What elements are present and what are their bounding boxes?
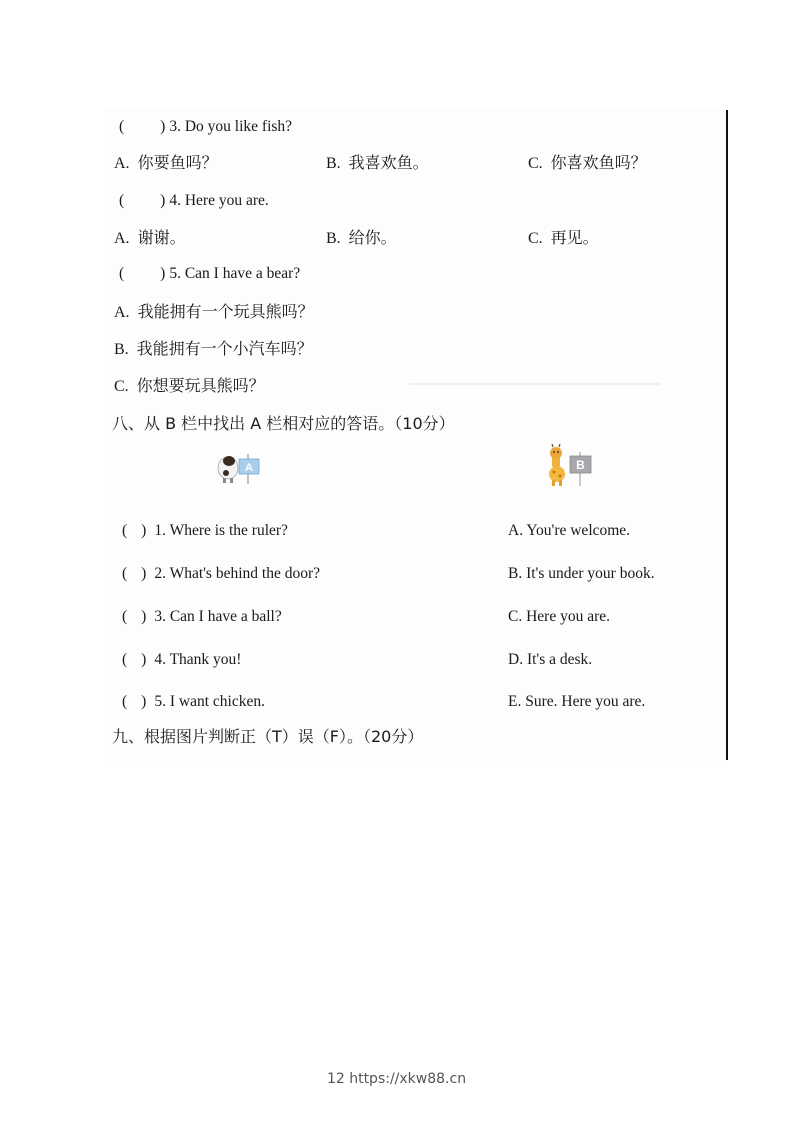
answer-blank-close: ) — [141, 693, 147, 710]
answer-blank-open[interactable]: ( — [119, 192, 125, 209]
question-number: 4. — [169, 192, 181, 209]
answer-blank-open[interactable]: ( — [122, 565, 128, 582]
svg-text:A: A — [245, 462, 253, 474]
section-9-title: 九、根据图片判断正（T）误（F）。（20分） — [112, 727, 424, 746]
question-3 — [119, 117, 292, 137]
q5-option-c: C. 你想要玩具熊吗？ — [114, 376, 265, 395]
answer-blank-open[interactable]: ( — [122, 522, 128, 539]
match-item-b-c: C. Here you are. — [508, 608, 611, 625]
answer-blank-close: ) — [141, 522, 147, 539]
question-number: 5. — [169, 265, 181, 282]
question-4 — [119, 191, 269, 211]
match-item-b-a: A. You're welcome. — [508, 522, 631, 539]
q5-option-b: B. 我能拥有一个小汽车吗？ — [114, 339, 313, 358]
match-item-a-2: ( ) 2. What's behind the door? — [122, 565, 321, 582]
svg-text:B: B — [576, 458, 585, 472]
answer-blank-close: ) — [160, 265, 166, 282]
answer-blank-close: ) — [160, 192, 166, 209]
answer-blank-open[interactable]: ( — [119, 118, 125, 135]
q3-option-b: B. 我喜欢鱼。 — [326, 153, 429, 172]
page-border-line — [726, 110, 728, 760]
q4-option-a: A. 谢谢。 — [114, 228, 186, 247]
question-5 — [119, 264, 300, 284]
page-footer: 12 https://xkw88.cn — [326, 1071, 467, 1087]
q4-option-b: B. 给你。 — [326, 228, 397, 247]
question-text: Do you like fish? — [184, 118, 293, 135]
answer-blank-open[interactable]: ( — [119, 265, 125, 282]
match-item-a-4: ( ) 4. Thank you! — [122, 651, 242, 668]
match-item-b-e: E. Sure. Here you are. — [508, 693, 646, 710]
q5-option-a: A. 我能拥有一个玩具熊吗？ — [114, 302, 314, 321]
question-text: Can I have a bear? — [184, 265, 301, 282]
answer-blank-open[interactable]: ( — [122, 608, 128, 625]
answer-blank-open[interactable]: ( — [122, 693, 128, 710]
match-item-a-1: ( ) 1. Where is the ruler? — [122, 522, 288, 539]
match-item-b-d: D. It's a desk. — [508, 651, 593, 668]
match-item-b-b: B. It's under your book. — [508, 565, 655, 582]
answer-blank-open[interactable]: ( — [122, 651, 128, 668]
giraffe-holding-sign-icon — [545, 444, 605, 489]
question-number: 3. — [169, 118, 181, 135]
section-8-title: 八、从 B 栏中找出 A 栏相对应的答语。（10分） — [112, 414, 455, 433]
q3-option-c: C. 你喜欢鱼吗？ — [528, 153, 647, 172]
answer-blank-close: ) — [141, 651, 147, 668]
cow-holding-sign-icon — [212, 448, 272, 493]
q3-option-a: A. 你要鱼吗？ — [114, 153, 218, 172]
question-text: Here you are. — [184, 192, 269, 209]
answer-blank-close: ) — [141, 608, 147, 625]
match-item-a-3: ( ) 3. Can I have a ball? — [122, 608, 282, 625]
answer-blank-close: ) — [160, 118, 166, 135]
answer-blank-close: ) — [141, 565, 147, 582]
q4-option-c: C. 再见。 — [528, 228, 599, 247]
match-item-a-5: ( ) 5. I want chicken. — [122, 693, 265, 710]
scan-artifact — [410, 383, 660, 385]
